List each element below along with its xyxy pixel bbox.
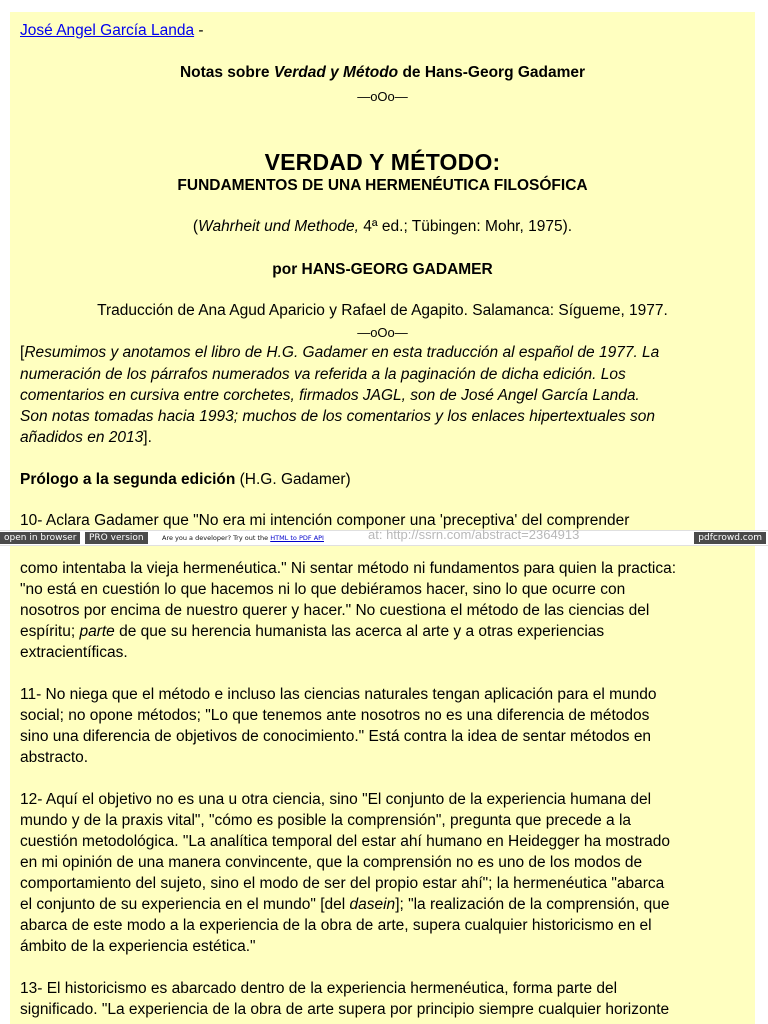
para10-line-3: "no está en cuestión lo que hacemos ni lo que debiéramos hacer, sino lo que ocurre con <box>20 581 626 598</box>
edition-italic: Wahrheit und Methode, <box>198 218 359 235</box>
html-to-pdf-api-link[interactable]: HTML to PDF API <box>270 534 324 542</box>
notes-title-post: de Hans-Georg Gadamer <box>398 64 586 81</box>
book-author: por HANS-GEORG GADAMER <box>272 261 493 278</box>
intro-text-2: numeración de los párrafos numerados va referida a la paginación de dicha edición. Los <box>20 366 626 383</box>
para11-line-2: social; no opone métodos; "Lo que tenemos ante nosotros no es una diferencia de métodos <box>20 707 650 724</box>
pro-version-button[interactable]: PRO version <box>85 532 148 544</box>
notes-title-pre: Notas sobre <box>179 64 274 81</box>
para12-line-5: comportamiento del sujeto, sino el modo de ser del propio estar ahí"; la hermenéutica "abarca <box>20 875 665 892</box>
edition-open: ( <box>192 218 199 235</box>
document-page <box>10 12 755 1024</box>
para11-line-3: sino una diferencia de objetivos de conocimiento." Está contra la idea de sentar métodos en <box>20 728 652 745</box>
book-edition <box>10 216 755 237</box>
open-in-browser-button[interactable]: open in browser <box>0 532 80 544</box>
prologue-bold: Prólogo a la segunda edición <box>20 471 236 488</box>
intro-line-4 <box>20 406 745 427</box>
developer-promo <box>162 531 324 545</box>
ssrn-watermark: at: http://ssrn.com/abstract=2364913 <box>368 527 580 542</box>
para10-line-2: como intentaba la vieja hermenéutica." Ni sentar método ni fundamentos para quien la practica: <box>20 560 677 577</box>
para10-line-1: 10- Aclara Gadamer que "No era mi intención componer una 'preceptiva' del comprender <box>20 512 630 529</box>
para11-line-4: abstracto. <box>20 749 89 766</box>
intro-text-1: Resumimos y anotamos el libro de H.G. Gadamer en esta traducción al español de 1977. La <box>24 344 660 361</box>
para12-l6-italic: dasein <box>349 896 396 913</box>
prologue-heading <box>20 469 745 490</box>
notes-title-italic: Verdad y Método <box>273 64 399 81</box>
developer-promo-text: Are you a developer? Try out the <box>162 534 271 542</box>
para10-line-4: nosotros por encima de nuestro querer y hacer." No cuestiona el método de las ciencias del <box>20 602 650 619</box>
intro-open: [ <box>20 344 25 361</box>
para12-line-6 <box>20 894 745 915</box>
para12-line-2: mundo y de la praxis vital", "cómo es posible la comprensión", pregunta que precede a la <box>20 812 632 829</box>
author-link[interactable]: José Angel García Landa <box>20 22 195 39</box>
para12-l6-post: ]; "la realización de la comprensión, que <box>395 896 670 913</box>
book-subtitle: FUNDAMENTOS DE UNA HERMENÉUTICA FILOSÓFICA <box>177 177 588 194</box>
intro-text-5: añadidos en 2013 <box>20 429 144 446</box>
author-suffix: - <box>194 22 204 39</box>
intro-line-2 <box>20 364 745 385</box>
intro-text-4: Son notas tomadas hacia 1993; muchos de los comentarios y los enlaces hipertextuales son <box>20 408 656 425</box>
prologue-rest: (H.G. Gadamer) <box>235 471 351 488</box>
intro-close: ]. <box>143 429 152 446</box>
translation-line: Traducción de Ana Agud Aparicio y Rafael de Agapito. Salamanca: Sígueme, 1977. <box>97 302 668 319</box>
para11-line-1: 11- No niega que el método e incluso las ciencias naturales tengan aplicación para el mundo <box>20 686 657 703</box>
para13-line-2: significado. "La experiencia de la obra de arte supera por principio siempre cualquier horizonte <box>20 1001 670 1018</box>
para12-line-8: ámbito de la experiencia estética." <box>20 938 256 955</box>
separator-mid: —oOo— <box>357 325 408 340</box>
separator-top: —oOo— <box>357 89 408 104</box>
para12-line-3: cuestión metodológica. "La analítica temporal del estar ahí humano en Heidegger ha mostrado <box>20 833 671 850</box>
intro-line-5 <box>20 427 745 448</box>
intro-line-1 <box>20 342 745 363</box>
intro-line-3 <box>20 385 745 406</box>
para10-l5-pre: espíritu; <box>20 623 80 640</box>
para10-l5-post: de que su herencia humanista las acerca al arte y a otras experiencias <box>114 623 605 640</box>
notes-title <box>10 62 755 83</box>
book-title: VERDAD Y MÉTODO: <box>264 149 501 175</box>
para12-line-7: abarca de este modo a la experiencia de la obra de arte, supera cualquier historicismo en el <box>20 917 652 934</box>
pdfcrowd-toolbar <box>0 527 768 546</box>
author-header <box>20 20 745 41</box>
intro-text-3: comentarios en cursiva entre corchetes, firmados JAGL, son de José Angel García Landa. <box>20 387 640 404</box>
para13-line-1: 13- El historicismo es abarcado dentro de la experiencia hermenéutica, forma parte del <box>20 980 618 997</box>
edition-rest: 4ª ed.; Tübingen: Mohr, 1975). <box>358 218 573 235</box>
pdfcrowd-link[interactable]: pdfcrowd.com <box>694 532 766 544</box>
para10-l5-italic: parte <box>79 623 115 640</box>
para12-line-1: 12- Aquí el objetivo no es una u otra ciencia, sino "El conjunto de la experiencia humana del <box>20 791 652 808</box>
para10-line-6: extracientíficas. <box>20 644 128 661</box>
para12-line-4: en mi opinión de una manera convincente, que la comprensión no es uno de los modos de <box>20 854 643 871</box>
para12-l6-pre: el conjunto de su experiencia en el mundo" [del <box>20 896 350 913</box>
para10-line-5 <box>20 621 745 642</box>
